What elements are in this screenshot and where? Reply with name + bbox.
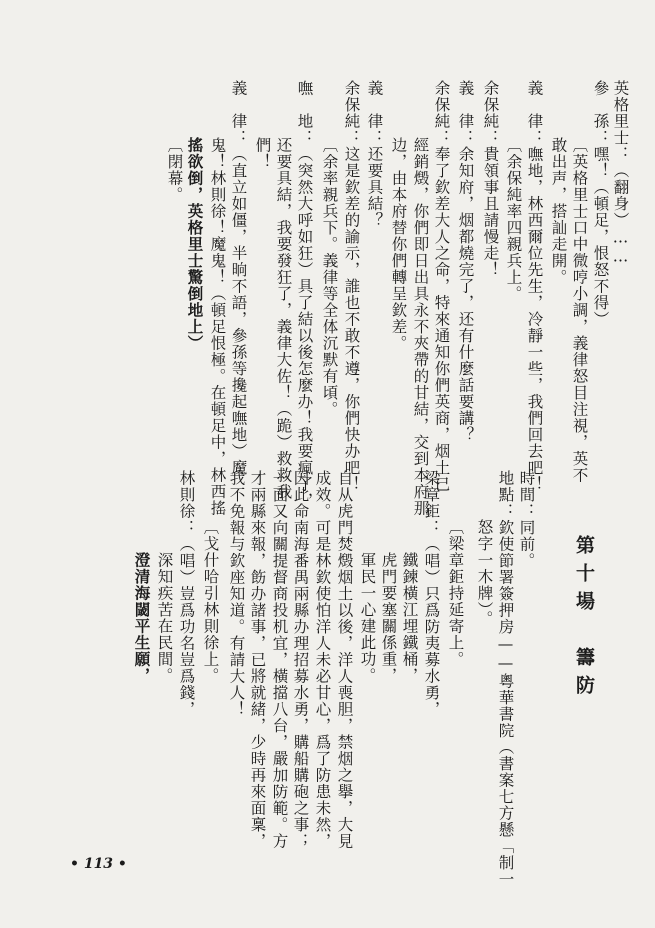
text-column-19: 鬼！林則徐！魔鬼！（頓足恨極。在頓足中，林西搖 [208, 137, 227, 517]
text-column-20: 搖欲倒，英格里士驚倒地上） [185, 137, 205, 352]
text-column-29: 軍民一心建此功。 [358, 552, 377, 684]
text-column-11: 边，由本府替你們轉呈欽差。 [389, 137, 408, 352]
text-column-4: 敢出声，搭訕走開。 [549, 137, 568, 286]
text-column-18: 義 律：（直立如僵，半晌不語，參孫等攙起嘸地）魔 [229, 80, 248, 476]
text-column-13: 余保純：这是欽差的諭示，誰也不敢不遵，你們快办吧！ [342, 80, 361, 493]
text-column-39: 澄清海閾平生願， [132, 552, 152, 684]
text-column-21: 〔閉幕。 [165, 137, 184, 203]
text-column-1: 英格里士：（翻身）…… [611, 80, 630, 267]
text-column-32: 因此命南海番禺兩縣办理招募水勇，購船購砲之事； [291, 470, 310, 850]
text-column-7: 余保純：貴領事且請慢走！ [481, 80, 500, 278]
text-column-6: 〔余保純率四親兵上。 [504, 137, 523, 302]
text-column-24: 怒字一木牌）。 [475, 519, 494, 627]
page-number: • 113 • [70, 856, 127, 872]
text-column-26: 梁章鉅：（唱）只爲防夷募水勇， [422, 470, 441, 718]
text-column-34: 才兩縣來報，飭办諸事，已將就緒，少時再來面稟， [248, 470, 267, 850]
text-column-2: 參 孫：嘿！（頓足，恨怒不得） [591, 80, 610, 328]
text-column-30: 自从虎門焚燬烟土以後，洋人喪胆，禁烟之擧，大見 [335, 470, 354, 850]
text-column-12: 義 律：还要具結？ [365, 80, 384, 229]
text-column-35: 我不免報与欽座知道。有請大人！ [227, 470, 246, 718]
text-column-28: 虎門要塞關係重， [379, 552, 398, 684]
text-column-17: 們！ [253, 137, 272, 170]
text-column-31: 成效。可是林欽使怕洋人未必甘心，爲了防患未然， [313, 470, 332, 850]
text-column-36: 〔戈什哈引林則徐上。 [201, 519, 220, 684]
text-column-23: 地點：欽使節署簽押房——粵華書院（書案七方懸「制一 [496, 470, 515, 888]
scene-title: 第十場 籌防 [573, 535, 595, 703]
text-column-22: 時間：同前。 [517, 470, 536, 569]
text-column-38: 深知疾苦在民間。 [155, 552, 174, 684]
text-column-25: 〔梁章鉅持延寄上。 [446, 519, 465, 668]
text-column-8: 義 律：余知府，烟都燒完了，还有什麼話要講？ [456, 80, 475, 443]
text-column-15: 嘸 地：（突然大呼如狂）具了結以後怎麼办！我要瘋了， [295, 80, 314, 509]
text-column-3: 〔英格里士口中微哼小調，義律怒目注視，英不 [570, 137, 589, 484]
text-column-27: 鐵鍊橫江埋鐵桶， [400, 552, 419, 684]
text-column-5: 義 律：嘸地，林西爾位先生，冷靜一些，我們回去吧！ [525, 80, 544, 493]
text-column-14: 〔余率親兵下。義律等全体沉默有頃。 [320, 137, 339, 418]
text-column-10: 經銷燬，你們即日出具永不夾帶的甘結，交到本府那 [411, 137, 430, 517]
text-column-33: 一面又向關提督商投机宜，橫擋八台，嚴加防範。方 [270, 470, 289, 850]
text-column-16: 还要具結，我要發狂了，義律大佐！（跪）救救我 [274, 137, 293, 500]
text-column-9: 余保純：奉了欽差大人之命，特來通知你們英商，烟土已 [432, 80, 451, 493]
text-column-37: 林則徐：（唱）豈爲功名豈爲錢， [177, 470, 196, 718]
